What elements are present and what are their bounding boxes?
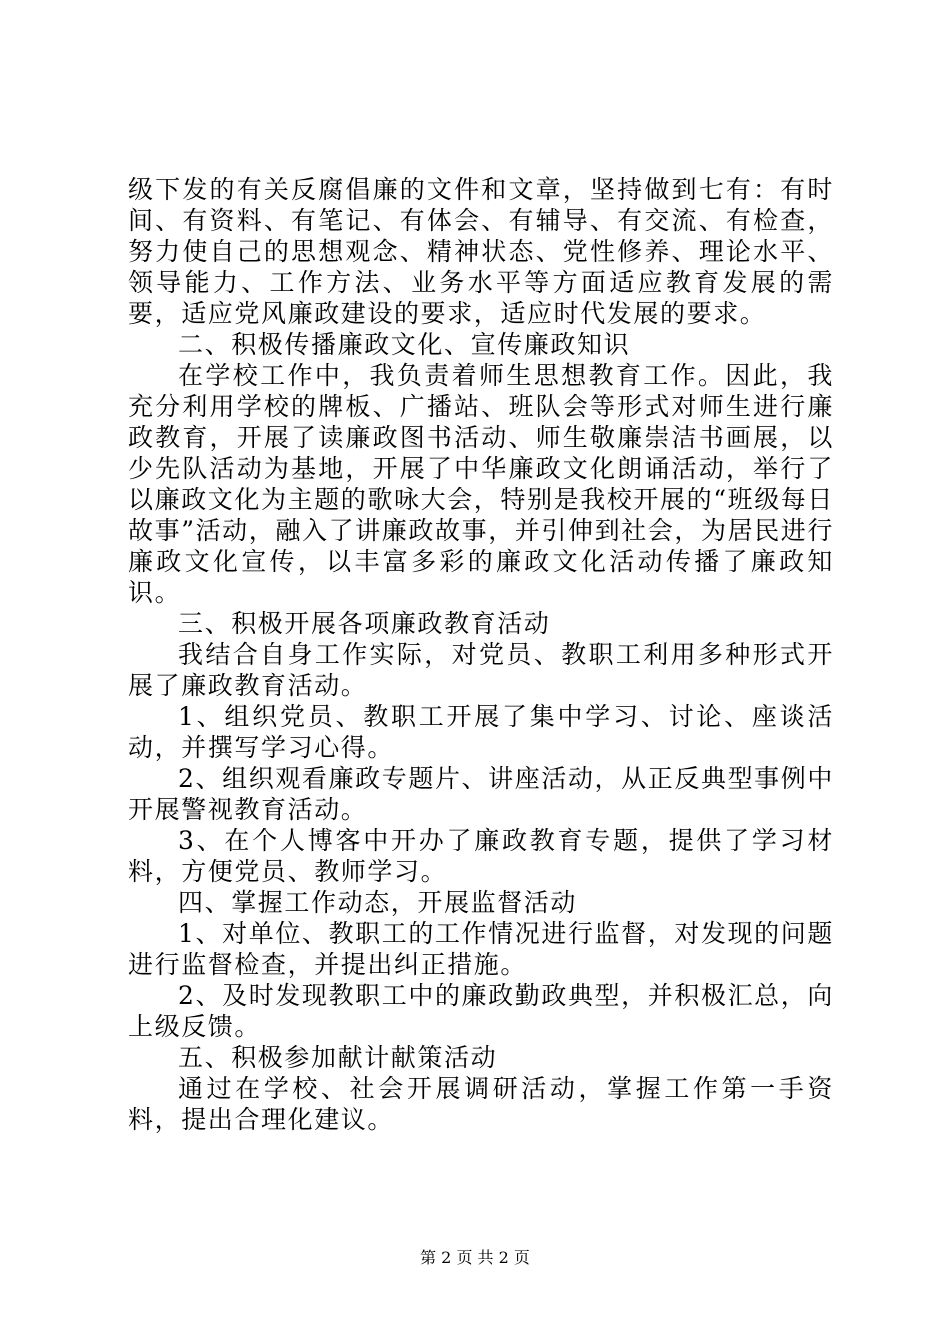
list-item-3-2: 2、组织观看廉政专题片、讲座活动，从正反典型事例中开展警视教育活动。 [128, 764, 834, 824]
list-item-3-1: 1、组织党员、教职工开展了集中学习、讨论、座谈活动，并撰写学习心得。 [128, 702, 834, 762]
section-heading-2: 二、积极传播廉政文化、宣传廉政知识 [178, 330, 631, 359]
paragraph-1: 级下发的有关反腐倡廉的文件和文章，坚持做到七有：有时间、有资料、有笔记、有体会、有辅导、有交流、有检查，努力使自己的思想观念、精神状态、党性修养、理论水平、领导能力、工作方法、业务水平等方面适应教育发展的需要，适应党风廉政建设的要求，适应时代发展的要求。 [128, 175, 834, 328]
paragraph-3: 在学校工作中，我负责着师生思想教育工作。因此，我充分利用学校的牌板、广播站、班队会等形式对师生进行廉政教育，开展了读廉政图书活动、师生敬廉崇洁书画展，以少先队活动为基地，开展了中华廉政文化朗诵活动，举行了以廉政文化为主题的歌咏大会，特别是我校开展的“班级每日故事”活动，融入了讲廉政故事，并引伸到社会，为居民进行廉政文化宣传，以丰富多彩的廉政文化活动传播了廉政知识。 [128, 361, 834, 607]
section-heading-3: 三、积极开展各项廉政教育活动 [178, 609, 551, 638]
list-item-4-2: 2、及时发现教职工中的廉政勤政典型，并积极汇总，向上级反馈。 [128, 981, 834, 1041]
paragraph-13: 通过在学校、社会开展调研活动，掌握工作第一手资料，提出合理化建议。 [128, 1074, 834, 1134]
list-item-4-1: 1、对单位、教职工的工作情况进行监督，对发现的问题进行监督检查，并提出纠正措施。 [128, 919, 834, 979]
page-footer: 第 2 页 共 2 页 [420, 1248, 530, 1267]
section-heading-4: 四、掌握工作动态，开展监督活动 [178, 888, 578, 917]
list-item-3-3: 3、在个人博客中开办了廉政教育专题，提供了学习材料，方便党员、教师学习。 [128, 826, 834, 886]
document-body [128, 174, 834, 1135]
paragraph-5: 我结合自身工作实际，对党员、教职工利用多种形式开展了廉政教育活动。 [128, 640, 834, 700]
section-heading-5: 五、积极参加献计献策活动 [178, 1043, 498, 1072]
